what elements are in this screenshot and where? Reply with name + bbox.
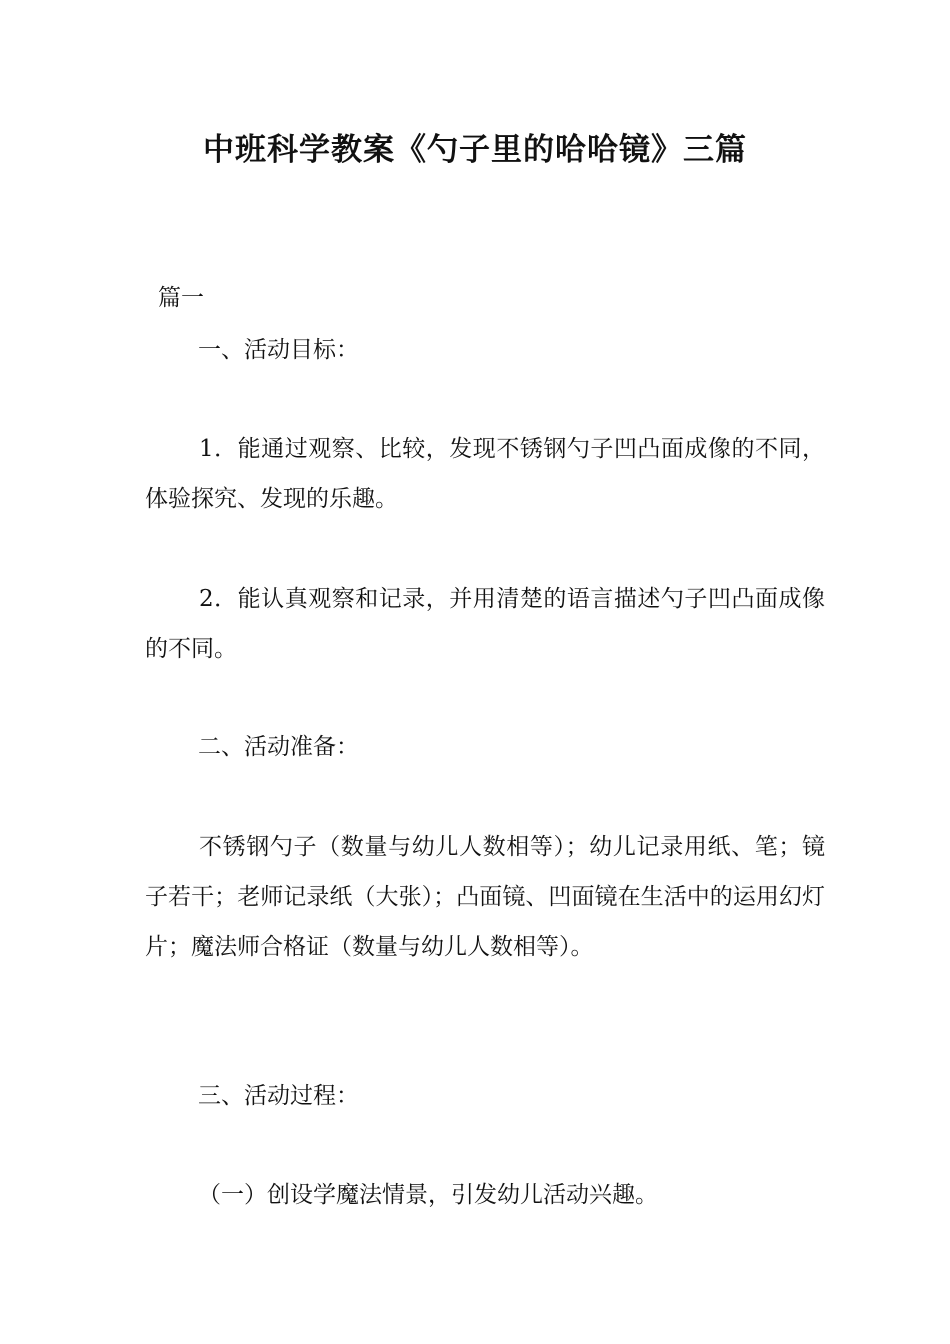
preparation-paragraph: 不锈钢勺子（数量与幼儿人数相等）；幼儿记录用纸、笔；镜子若干；老师记录纸（大张）；凸面镜、凹面镜在生活中的运用幻灯片；魔法师合格证（数量与幼儿人数相等）。 [145, 834, 825, 960]
process-step-1: （一）创设学魔法情景，引发幼儿活动兴趣。 [198, 1182, 658, 1208]
heading-process: 三、活动过程： [198, 1083, 359, 1109]
heading-preparation: 二、活动准备： [198, 734, 359, 760]
document-title: 中班科学教案《勺子里的哈哈镜》三篇 [203, 132, 747, 168]
goal-2-paragraph: 2．能认真观察和记录，并用清楚的语言描述勺子凹凸面成像的不同。 [145, 586, 825, 662]
section-label: 篇一 [158, 285, 204, 311]
heading-goals: 一、活动目标： [198, 337, 359, 363]
goal-1-paragraph: 1．能通过观察、比较，发现不锈钢勺子凹凸面成像的不同，体验探究、发现的乐趣。 [145, 436, 825, 512]
